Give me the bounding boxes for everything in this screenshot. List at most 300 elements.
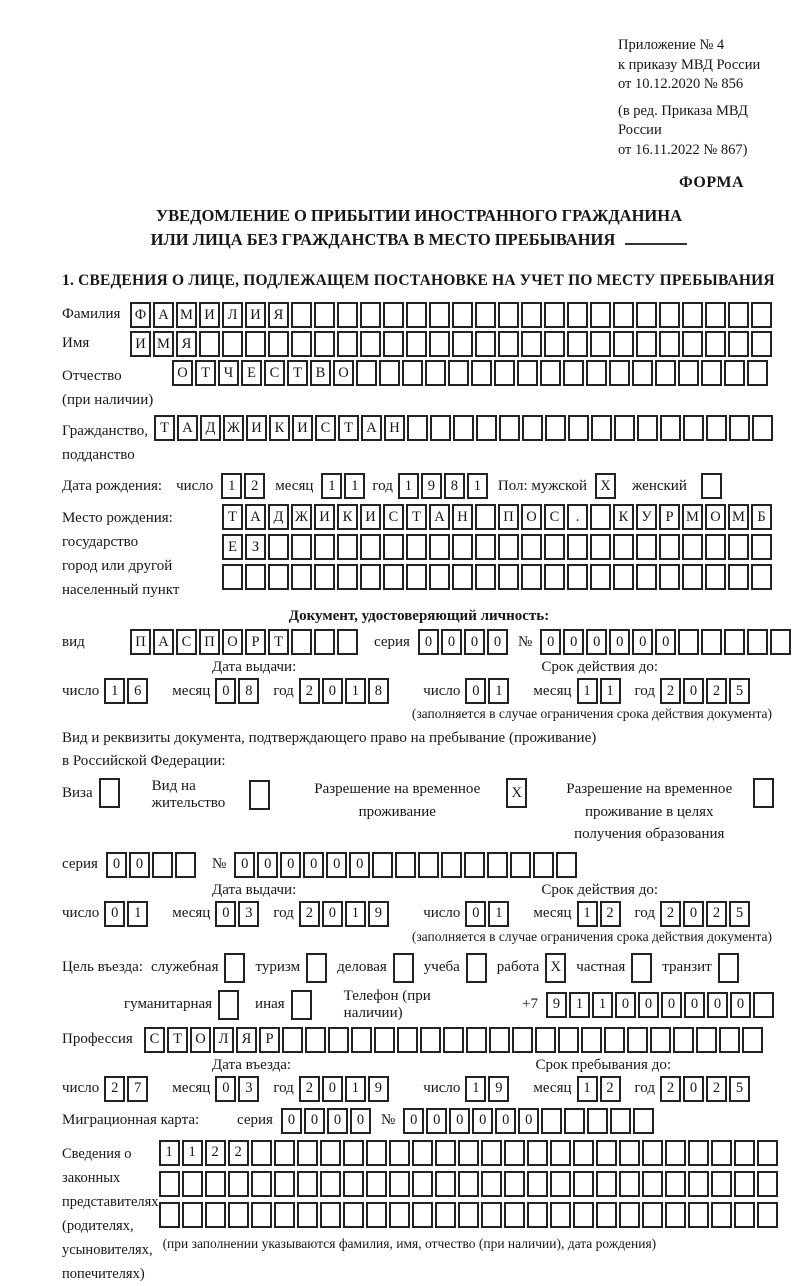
char-cell[interactable]: [613, 534, 634, 560]
char-cell[interactable]: Б: [751, 504, 772, 530]
char-cell[interactable]: [753, 992, 774, 1018]
char-cell[interactable]: [402, 360, 423, 386]
char-cell[interactable]: [443, 1027, 464, 1053]
surname-cells[interactable]: [130, 302, 774, 328]
char-cell[interactable]: И: [199, 302, 220, 328]
char-cell[interactable]: 1: [104, 678, 125, 704]
char-cell[interactable]: 2: [600, 901, 621, 927]
char-cell[interactable]: 0: [730, 992, 751, 1018]
char-cell[interactable]: А: [153, 629, 174, 655]
char-cell[interactable]: [642, 1140, 663, 1166]
char-cell[interactable]: [383, 564, 404, 590]
char-cell[interactable]: [627, 1027, 648, 1053]
residence-valid-day-cells[interactable]: [465, 901, 511, 927]
char-cell[interactable]: [453, 415, 474, 441]
char-cell[interactable]: [504, 1202, 525, 1228]
char-cell[interactable]: [389, 1202, 410, 1228]
char-cell[interactable]: [573, 1171, 594, 1197]
char-cell[interactable]: [268, 331, 289, 357]
char-cell[interactable]: О: [705, 504, 726, 530]
char-cell[interactable]: 0: [104, 901, 125, 927]
entry-year-cells[interactable]: [299, 1076, 391, 1102]
char-cell[interactable]: [636, 302, 657, 328]
char-cell[interactable]: Т: [167, 1027, 188, 1053]
visa-checkbox[interactable]: [99, 778, 120, 808]
char-cell[interactable]: [383, 331, 404, 357]
char-cell[interactable]: [696, 1027, 717, 1053]
char-cell[interactable]: [175, 852, 196, 878]
char-cell[interactable]: [452, 302, 473, 328]
char-cell[interactable]: 0: [487, 629, 508, 655]
char-cell[interactable]: [757, 1171, 778, 1197]
char-cell[interactable]: 0: [257, 852, 278, 878]
residence-permit-checkbox[interactable]: [249, 780, 270, 810]
doc-number-cells[interactable]: [540, 629, 793, 655]
char-cell[interactable]: [678, 360, 699, 386]
char-cell[interactable]: [397, 1027, 418, 1053]
doc-type-cells[interactable]: [130, 629, 360, 655]
char-cell[interactable]: 0: [464, 629, 485, 655]
char-cell[interactable]: 5: [729, 678, 750, 704]
char-cell[interactable]: [545, 415, 566, 441]
char-cell[interactable]: 0: [303, 852, 324, 878]
char-cell[interactable]: [297, 1140, 318, 1166]
purpose-business-trip-checkbox[interactable]: [224, 953, 245, 983]
char-cell[interactable]: [471, 360, 492, 386]
char-cell[interactable]: [475, 504, 496, 530]
char-cell[interactable]: [564, 1108, 585, 1134]
char-cell[interactable]: [567, 534, 588, 560]
char-cell[interactable]: [291, 331, 312, 357]
char-cell[interactable]: [660, 415, 681, 441]
char-cell[interactable]: [222, 564, 243, 590]
char-cell[interactable]: 0: [234, 852, 255, 878]
char-cell[interactable]: 2: [706, 678, 727, 704]
char-cell[interactable]: [613, 564, 634, 590]
char-cell[interactable]: [688, 1140, 709, 1166]
char-cell[interactable]: [407, 415, 428, 441]
char-cell[interactable]: [418, 852, 439, 878]
char-cell[interactable]: [251, 1171, 272, 1197]
char-cell[interactable]: [475, 331, 496, 357]
doc-valid-day-cells[interactable]: [465, 678, 511, 704]
char-cell[interactable]: 1: [577, 1076, 598, 1102]
char-cell[interactable]: Ж: [291, 504, 312, 530]
char-cell[interactable]: [734, 1202, 755, 1228]
char-cell[interactable]: [320, 1202, 341, 1228]
char-cell[interactable]: [587, 1108, 608, 1134]
residence-issue-month-cells[interactable]: [215, 901, 261, 927]
char-cell[interactable]: 1: [182, 1140, 203, 1166]
char-cell[interactable]: И: [360, 504, 381, 530]
char-cell[interactable]: [314, 534, 335, 560]
char-cell[interactable]: 1: [577, 901, 598, 927]
char-cell[interactable]: [360, 534, 381, 560]
char-cell[interactable]: К: [337, 504, 358, 530]
char-cell[interactable]: 0: [327, 1108, 348, 1134]
char-cell[interactable]: 0: [683, 901, 704, 927]
birthplace-cells-row3[interactable]: [222, 564, 774, 590]
char-cell[interactable]: [550, 1171, 571, 1197]
char-cell[interactable]: [452, 331, 473, 357]
char-cell[interactable]: 1: [345, 678, 366, 704]
char-cell[interactable]: [305, 1027, 326, 1053]
char-cell[interactable]: [517, 360, 538, 386]
char-cell[interactable]: [337, 629, 358, 655]
doc-issue-day-cells[interactable]: [104, 678, 150, 704]
char-cell[interactable]: [343, 1171, 364, 1197]
migration-series-cells[interactable]: [281, 1108, 373, 1134]
char-cell[interactable]: 0: [472, 1108, 493, 1134]
char-cell[interactable]: М: [153, 331, 174, 357]
char-cell[interactable]: [747, 629, 768, 655]
char-cell[interactable]: [389, 1171, 410, 1197]
char-cell[interactable]: [665, 1202, 686, 1228]
char-cell[interactable]: Я: [268, 302, 289, 328]
char-cell[interactable]: [596, 1140, 617, 1166]
char-cell[interactable]: [498, 302, 519, 328]
char-cell[interactable]: [498, 564, 519, 590]
sex-male-checkbox[interactable]: X: [595, 473, 616, 499]
char-cell[interactable]: [343, 1140, 364, 1166]
char-cell[interactable]: 8: [238, 678, 259, 704]
char-cell[interactable]: О: [190, 1027, 211, 1053]
purpose-other-checkbox[interactable]: [291, 990, 312, 1020]
char-cell[interactable]: [729, 415, 750, 441]
char-cell[interactable]: И: [292, 415, 313, 441]
char-cell[interactable]: [673, 1027, 694, 1053]
char-cell[interactable]: [291, 629, 312, 655]
char-cell[interactable]: 1: [569, 992, 590, 1018]
char-cell[interactable]: [314, 331, 335, 357]
char-cell[interactable]: [228, 1202, 249, 1228]
char-cell[interactable]: [356, 360, 377, 386]
char-cell[interactable]: [458, 1171, 479, 1197]
residence-valid-year-cells[interactable]: [660, 901, 752, 927]
char-cell[interactable]: С: [264, 360, 285, 386]
char-cell[interactable]: 0: [349, 852, 370, 878]
char-cell[interactable]: 0: [215, 1076, 236, 1102]
doc-issue-year-cells[interactable]: [299, 678, 391, 704]
char-cell[interactable]: [521, 331, 542, 357]
char-cell[interactable]: [337, 564, 358, 590]
char-cell[interactable]: [320, 1140, 341, 1166]
char-cell[interactable]: [596, 1171, 617, 1197]
char-cell[interactable]: 0: [322, 901, 343, 927]
char-cell[interactable]: 0: [403, 1108, 424, 1134]
char-cell[interactable]: [291, 302, 312, 328]
stay-month-cells[interactable]: [577, 1076, 623, 1102]
char-cell[interactable]: [650, 1027, 671, 1053]
char-cell[interactable]: П: [498, 504, 519, 530]
char-cell[interactable]: Р: [245, 629, 266, 655]
char-cell[interactable]: [619, 1202, 640, 1228]
char-cell[interactable]: И: [246, 415, 267, 441]
char-cell[interactable]: [752, 415, 773, 441]
char-cell[interactable]: [757, 1140, 778, 1166]
char-cell[interactable]: [659, 534, 680, 560]
char-cell[interactable]: [705, 331, 726, 357]
char-cell[interactable]: [366, 1202, 387, 1228]
purpose-transit-checkbox[interactable]: [718, 953, 739, 983]
char-cell[interactable]: 0: [280, 852, 301, 878]
char-cell[interactable]: [540, 360, 561, 386]
profession-cells[interactable]: [144, 1027, 765, 1053]
char-cell[interactable]: 1: [592, 992, 613, 1018]
char-cell[interactable]: 0: [281, 1108, 302, 1134]
char-cell[interactable]: [429, 331, 450, 357]
char-cell[interactable]: 1: [345, 901, 366, 927]
char-cell[interactable]: [655, 360, 676, 386]
char-cell[interactable]: [481, 1171, 502, 1197]
char-cell[interactable]: 0: [426, 1108, 447, 1134]
char-cell[interactable]: Р: [259, 1027, 280, 1053]
char-cell[interactable]: 0: [350, 1108, 371, 1134]
char-cell[interactable]: [581, 1027, 602, 1053]
char-cell[interactable]: 9: [368, 901, 389, 927]
char-cell[interactable]: 0: [684, 992, 705, 1018]
char-cell[interactable]: 0: [707, 992, 728, 1018]
birth-month-cells[interactable]: [321, 473, 367, 499]
char-cell[interactable]: [521, 302, 542, 328]
char-cell[interactable]: [573, 1140, 594, 1166]
char-cell[interactable]: [637, 415, 658, 441]
char-cell[interactable]: Т: [268, 629, 289, 655]
char-cell[interactable]: 7: [127, 1076, 148, 1102]
char-cell[interactable]: [481, 1202, 502, 1228]
char-cell[interactable]: [544, 302, 565, 328]
char-cell[interactable]: С: [544, 504, 565, 530]
char-cell[interactable]: В: [310, 360, 331, 386]
char-cell[interactable]: [550, 1140, 571, 1166]
char-cell[interactable]: [395, 852, 416, 878]
char-cell[interactable]: [504, 1140, 525, 1166]
char-cell[interactable]: [314, 629, 335, 655]
char-cell[interactable]: 0: [322, 1076, 343, 1102]
char-cell[interactable]: [458, 1202, 479, 1228]
char-cell[interactable]: [567, 331, 588, 357]
char-cell[interactable]: [320, 1171, 341, 1197]
char-cell[interactable]: [389, 1140, 410, 1166]
char-cell[interactable]: [747, 360, 768, 386]
char-cell[interactable]: [383, 302, 404, 328]
char-cell[interactable]: [182, 1171, 203, 1197]
char-cell[interactable]: 0: [418, 629, 439, 655]
char-cell[interactable]: [527, 1202, 548, 1228]
char-cell[interactable]: П: [130, 629, 151, 655]
char-cell[interactable]: [406, 331, 427, 357]
char-cell[interactable]: [274, 1140, 295, 1166]
char-cell[interactable]: [770, 629, 791, 655]
char-cell[interactable]: [590, 534, 611, 560]
char-cell[interactable]: [452, 564, 473, 590]
char-cell[interactable]: Т: [406, 504, 427, 530]
char-cell[interactable]: [742, 1027, 763, 1053]
char-cell[interactable]: [464, 852, 485, 878]
char-cell[interactable]: 1: [488, 901, 509, 927]
char-cell[interactable]: [527, 1171, 548, 1197]
purpose-study-checkbox[interactable]: [466, 953, 487, 983]
char-cell[interactable]: [274, 1171, 295, 1197]
char-cell[interactable]: [586, 360, 607, 386]
char-cell[interactable]: 2: [205, 1140, 226, 1166]
char-cell[interactable]: Н: [384, 415, 405, 441]
char-cell[interactable]: [412, 1171, 433, 1197]
char-cell[interactable]: [659, 331, 680, 357]
char-cell[interactable]: А: [153, 302, 174, 328]
char-cell[interactable]: 0: [441, 629, 462, 655]
char-cell[interactable]: [610, 1108, 631, 1134]
char-cell[interactable]: [268, 564, 289, 590]
residence-issue-year-cells[interactable]: [299, 901, 391, 927]
char-cell[interactable]: 1: [577, 678, 598, 704]
char-cell[interactable]: [535, 1027, 556, 1053]
char-cell[interactable]: 0: [106, 852, 127, 878]
doc-issue-month-cells[interactable]: [215, 678, 261, 704]
purpose-private-checkbox[interactable]: [631, 953, 652, 983]
char-cell[interactable]: [757, 1202, 778, 1228]
char-cell[interactable]: 6: [127, 678, 148, 704]
char-cell[interactable]: [499, 415, 520, 441]
char-cell[interactable]: [682, 534, 703, 560]
char-cell[interactable]: 3: [238, 901, 259, 927]
char-cell[interactable]: [448, 360, 469, 386]
char-cell[interactable]: [205, 1171, 226, 1197]
char-cell[interactable]: С: [144, 1027, 165, 1053]
char-cell[interactable]: [366, 1140, 387, 1166]
char-cell[interactable]: [541, 1108, 562, 1134]
char-cell[interactable]: Я: [176, 331, 197, 357]
char-cell[interactable]: 2: [244, 473, 265, 499]
char-cell[interactable]: 3: [238, 1076, 259, 1102]
char-cell[interactable]: 0: [465, 901, 486, 927]
char-cell[interactable]: 5: [729, 901, 750, 927]
char-cell[interactable]: У: [636, 504, 657, 530]
char-cell[interactable]: [705, 534, 726, 560]
char-cell[interactable]: 0: [465, 678, 486, 704]
char-cell[interactable]: [751, 534, 772, 560]
char-cell[interactable]: [609, 360, 630, 386]
char-cell[interactable]: [337, 331, 358, 357]
char-cell[interactable]: [429, 564, 450, 590]
char-cell[interactable]: [245, 331, 266, 357]
char-cell[interactable]: [435, 1202, 456, 1228]
char-cell[interactable]: Е: [222, 534, 243, 560]
char-cell[interactable]: [563, 360, 584, 386]
char-cell[interactable]: 8: [444, 473, 465, 499]
char-cell[interactable]: 0: [609, 629, 630, 655]
stay-day-cells[interactable]: [465, 1076, 511, 1102]
char-cell[interactable]: [705, 302, 726, 328]
char-cell[interactable]: [291, 564, 312, 590]
char-cell[interactable]: [429, 302, 450, 328]
char-cell[interactable]: [314, 564, 335, 590]
char-cell[interactable]: К: [269, 415, 290, 441]
char-cell[interactable]: С: [315, 415, 336, 441]
char-cell[interactable]: [458, 1140, 479, 1166]
char-cell[interactable]: 2: [299, 678, 320, 704]
char-cell[interactable]: [591, 415, 612, 441]
char-cell[interactable]: 0: [683, 678, 704, 704]
char-cell[interactable]: [522, 415, 543, 441]
char-cell[interactable]: 9: [368, 1076, 389, 1102]
char-cell[interactable]: [590, 504, 611, 530]
char-cell[interactable]: Д: [268, 504, 289, 530]
char-cell[interactable]: Т: [287, 360, 308, 386]
char-cell[interactable]: [550, 1202, 571, 1228]
phone-cells[interactable]: [546, 992, 776, 1018]
char-cell[interactable]: Е: [241, 360, 262, 386]
char-cell[interactable]: Т: [195, 360, 216, 386]
char-cell[interactable]: А: [361, 415, 382, 441]
char-cell[interactable]: [510, 852, 531, 878]
birthplace-cells-row1[interactable]: [222, 504, 774, 530]
char-cell[interactable]: Д: [200, 415, 221, 441]
char-cell[interactable]: [724, 360, 745, 386]
char-cell[interactable]: 0: [661, 992, 682, 1018]
char-cell[interactable]: [475, 564, 496, 590]
residence-series-cells[interactable]: [106, 852, 198, 878]
char-cell[interactable]: И: [245, 302, 266, 328]
char-cell[interactable]: [527, 1140, 548, 1166]
char-cell[interactable]: С: [383, 504, 404, 530]
char-cell[interactable]: [268, 534, 289, 560]
entry-month-cells[interactable]: [215, 1076, 261, 1102]
char-cell[interactable]: [590, 331, 611, 357]
char-cell[interactable]: [613, 302, 634, 328]
char-cell[interactable]: [734, 1140, 755, 1166]
char-cell[interactable]: [412, 1202, 433, 1228]
edu-permit-checkbox[interactable]: [753, 778, 774, 808]
birthplace-cells-row2[interactable]: [222, 534, 774, 560]
char-cell[interactable]: О: [333, 360, 354, 386]
char-cell[interactable]: [337, 302, 358, 328]
char-cell[interactable]: 0: [586, 629, 607, 655]
char-cell[interactable]: 0: [615, 992, 636, 1018]
char-cell[interactable]: И: [314, 504, 335, 530]
char-cell[interactable]: [481, 1140, 502, 1166]
doc-valid-month-cells[interactable]: [577, 678, 623, 704]
char-cell[interactable]: [360, 564, 381, 590]
char-cell[interactable]: [556, 852, 577, 878]
migration-number-cells[interactable]: [403, 1108, 656, 1134]
char-cell[interactable]: [159, 1171, 180, 1197]
char-cell[interactable]: [504, 1171, 525, 1197]
char-cell[interactable]: [228, 1171, 249, 1197]
char-cell[interactable]: [719, 1027, 740, 1053]
char-cell[interactable]: [222, 331, 243, 357]
char-cell[interactable]: [558, 1027, 579, 1053]
char-cell[interactable]: Ч: [218, 360, 239, 386]
char-cell[interactable]: А: [429, 504, 450, 530]
char-cell[interactable]: [351, 1027, 372, 1053]
char-cell[interactable]: 0: [215, 678, 236, 704]
residence-valid-month-cells[interactable]: [577, 901, 623, 927]
char-cell[interactable]: Т: [222, 504, 243, 530]
char-cell[interactable]: 0: [215, 901, 236, 927]
char-cell[interactable]: [728, 564, 749, 590]
char-cell[interactable]: 9: [488, 1076, 509, 1102]
char-cell[interactable]: [435, 1140, 456, 1166]
char-cell[interactable]: [568, 415, 589, 441]
representatives-cells-row3[interactable]: [159, 1202, 780, 1228]
char-cell[interactable]: Я: [236, 1027, 257, 1053]
char-cell[interactable]: 0: [449, 1108, 470, 1134]
char-cell[interactable]: [366, 1171, 387, 1197]
char-cell[interactable]: 2: [706, 1076, 727, 1102]
char-cell[interactable]: [567, 564, 588, 590]
char-cell[interactable]: [636, 331, 657, 357]
